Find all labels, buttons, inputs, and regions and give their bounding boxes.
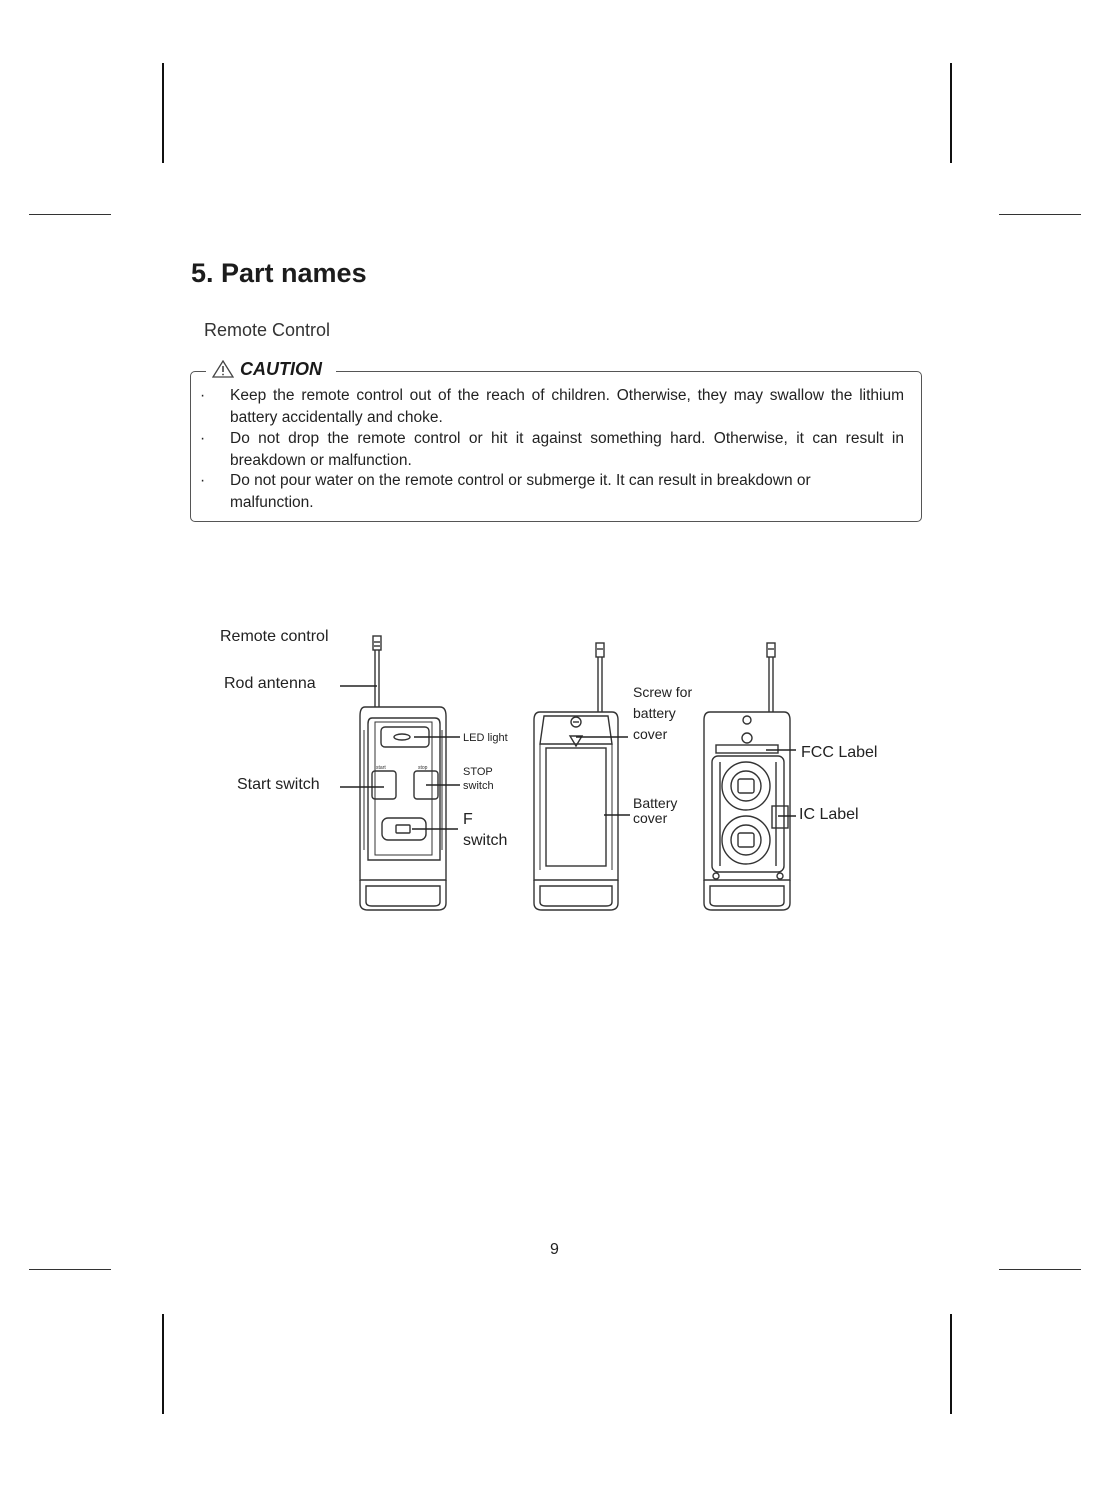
battery-cover-label: Battery cover <box>633 795 678 826</box>
caution-item-text: Do not pour water on the remote control or submerge it. It can result in breakdown or malfunction. <box>230 472 811 511</box>
caution-item-text: Do not drop the remote control or hit it against something hard. Otherwise, it can result in breakdown or malfunction. <box>230 430 904 469</box>
led-light-label: LED light <box>463 732 508 744</box>
stop-switch-label: STOP switch <box>463 766 494 792</box>
crop-mark <box>162 1314 164 1414</box>
crop-mark <box>29 1269 111 1270</box>
start-switch-label: Start switch <box>237 776 320 793</box>
caution-title: CAUTION <box>240 359 322 379</box>
ic-label-label: IC Label <box>799 806 859 823</box>
svg-text:stop: stop <box>418 765 428 771</box>
remote-front-view <box>360 636 446 910</box>
diagram-title: Remote control <box>220 628 329 645</box>
remote-back-view <box>534 643 618 910</box>
caution-item-text: Keep the remote control out of the reach of children. Otherwise, they may swallow the lithium battery accidentally and choke. <box>230 387 904 426</box>
f-switch-label: F switch <box>463 811 508 849</box>
crop-mark <box>950 1314 952 1414</box>
page-number: 9 <box>550 1241 559 1258</box>
svg-text:start: start <box>376 765 386 771</box>
section-subtitle: Remote Control <box>204 320 331 340</box>
rod-antenna-label: Rod antenna <box>224 675 316 692</box>
remote-inside-view <box>704 643 790 910</box>
fcc-label-label: FCC Label <box>801 744 878 761</box>
crop-mark <box>999 1269 1081 1270</box>
screw-label: Screw for battery cover <box>633 684 693 742</box>
page-title: 5. Part names <box>191 258 367 288</box>
